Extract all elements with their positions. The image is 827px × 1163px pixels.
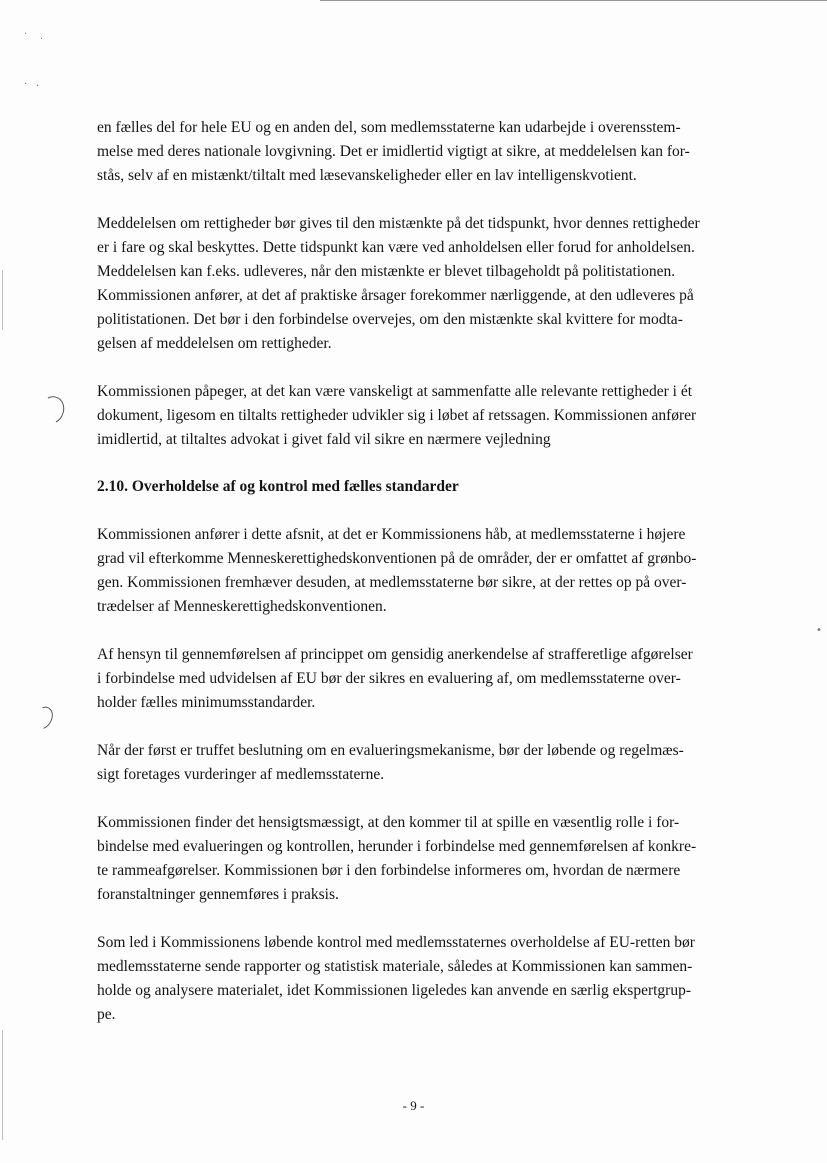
text-line: te rammeafgørelser. Kommissionen bør i den forbindelse informeres om, hvordan de nærmere — [97, 862, 681, 879]
text-line: gelsen af meddelelsen om rettigheder. — [97, 335, 332, 352]
paragraph — [97, 739, 757, 787]
text-line: pe. — [97, 1006, 116, 1023]
text-line: en fælles del for hele EU og en anden del, som medlemsstaterne kan udarbejde i overensstem- — [97, 119, 681, 136]
paragraph — [97, 931, 757, 1027]
text-line: foranstaltninger gennemføres i praksis. — [97, 886, 339, 903]
paragraph — [97, 380, 757, 452]
scan-speck: · — [24, 79, 28, 90]
paragraph-group-bottom — [97, 523, 757, 1027]
text-line: Meddelelsen kan f.eks. udleveres, når den mistænkte er blevet tilbageholdt på politistationen. — [97, 263, 676, 280]
text-line: grad vil efterkomme Menneskerettighedskonventionen på de områder, der er omfattet af grønbo- — [97, 550, 697, 567]
text-line: i forbindelse med udvidelsen af EU bør der sikres en evaluering af, om medlemsstaterne over- — [97, 670, 681, 687]
text-line: Meddelelsen om rettigheder bør gives til den mistænkte på det tidspunkt, hvor dennes rettigheder — [97, 215, 700, 232]
text-line: imidlertid, at tiltaltes advokat i givet fald vil sikre en nærmere vejledning — [97, 431, 551, 448]
page-number: - 9 - — [402, 1098, 425, 1113]
paragraph — [97, 523, 757, 619]
text-line: holde og analysere materialet, idet Kommissionen ligeledes kan anvende en særlig ekspertgrup- — [97, 982, 691, 999]
text-line: gen. Kommissionen fremhæver desuden, at medlemsstaterne bør sikre, at der rettes op på over- — [97, 574, 687, 591]
body-text — [97, 116, 757, 1051]
paragraph — [97, 212, 757, 356]
text-line: Som led i Kommissionens løbende kontrol med medlemsstaternes overholdelse af EU-retten bør — [97, 934, 695, 951]
scan-edge-line — [2, 270, 3, 330]
scan-speck: · — [40, 34, 44, 45]
section-heading: 2.10. Overholdelse af og kontrol med fælles standarder — [97, 478, 459, 495]
paragraph — [97, 811, 757, 907]
scan-speck: · — [36, 81, 40, 92]
text-line: Kommissionen finder det hensigtsmæssigt, at den kommer til at spille en væsentlig rolle i for- — [97, 814, 680, 831]
text-line: melse med deres nationale lovgivning. Det er imidlertid vigtigt at sikre, at meddelelsen kan for- — [97, 143, 690, 160]
paragraph — [97, 643, 757, 715]
text-line: Af hensyn til gennemførelsen af princippet om gensidig anerkendelse af strafferetlige afgørelser — [97, 646, 693, 663]
text-line: Når der først er truffet beslutning om en evalueringsmekanisme, bør der løbende og regelmæs- — [97, 742, 684, 759]
text-line: Kommissionen anfører i dette afsnit, at det er Kommissionens håb, at medlemsstaterne i højere — [97, 526, 686, 543]
top-rule — [320, 0, 827, 1]
paragraph-group-top — [97, 116, 757, 452]
text-line: holder fælles minimumsstandarder. — [97, 694, 316, 711]
scan-speck: · — [24, 29, 28, 40]
text-line: Kommissionen anfører, at det af praktiske årsager forekommer nærliggende, at den udleveres på — [97, 287, 694, 304]
text-line: stås, selv af en mistænkt/tiltalt med læsevanskeligheder eller en lav intelligenskvotient. — [97, 167, 637, 184]
text-line: politistationen. Det bør i den forbindelse overvejes, om den mistænkte skal kvittere for modta- — [97, 311, 683, 328]
text-line: Kommissionen påpeger, at det kan være vanskeligt at sammenfatte alle relevante rettigheder i ét — [97, 383, 693, 400]
text-line: er i fare og skal beskyttes. Dette tidspunkt kan være ved anholdelsen eller forud for anholdelsen. — [97, 239, 695, 256]
paragraph — [97, 116, 757, 188]
text-line: medlemsstaterne sende rapporter og statistisk materiale, således at Kommissionen kan sammen- — [97, 958, 693, 975]
punch-hole — [29, 703, 57, 733]
scan-speck: • — [816, 625, 822, 636]
scan-edge-line — [2, 1030, 3, 1140]
punch-hole — [36, 393, 68, 428]
text-line: bindelse med evalueringen og kontrollen, herunder i forbindelse med gennemførelsen af konkre- — [97, 838, 697, 855]
text-line: sigt foretages vurderinger af medlemsstaterne. — [97, 766, 385, 783]
text-line: dokument, ligesom en tiltalts rettigheder udvikler sig i løbet af retssagen. Kommissionen anfører — [97, 407, 697, 424]
text-line: trædelser af Menneskerettighedskonventionen. — [97, 598, 387, 615]
